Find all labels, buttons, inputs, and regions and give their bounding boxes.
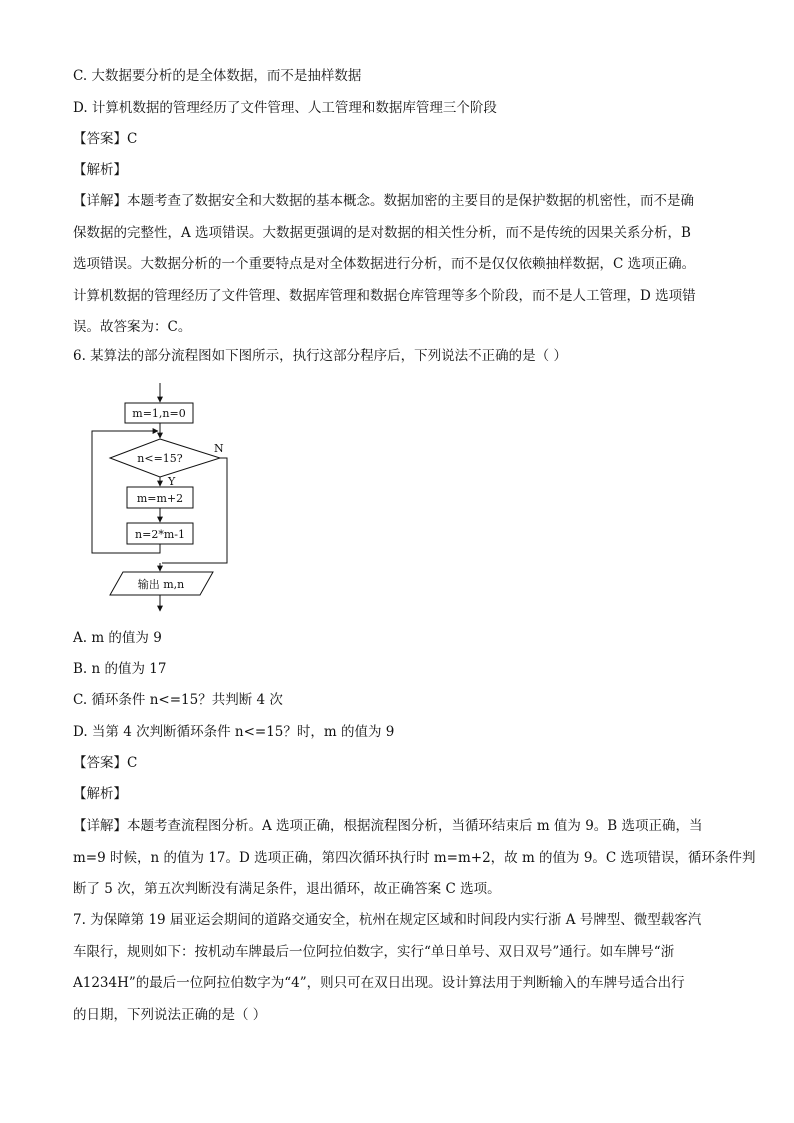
q5-detail-line: 【详解】本题考查了数据安全和大数据的基本概念。数据加密的主要目的是保护数据的机密性，而不是确 — [73, 193, 694, 209]
flow-condition-text: n<=15? — [137, 452, 183, 465]
flow-step2-text: n=2*m-1 — [135, 528, 185, 541]
q6-detail — [73, 811, 756, 906]
q7-line: A1234H”的最后一位阿拉伯数字为“4”，则只可在双日出现。设计算法用于判断输入的车牌号适合出行 — [73, 975, 685, 991]
q5-detail-line: 误。故答案为：C。 — [73, 319, 192, 335]
q7-line: 的日期，下列说法正确的是（ ） — [73, 1006, 267, 1023]
q7-line: 车限行，规则如下：按机动车牌最后一位阿拉伯数字，实行“单日单号、双日双号”通行。如车牌号“浙 — [73, 943, 675, 960]
flow-no-label: N — [214, 442, 224, 455]
q6-analysis-label: 【解析】 — [73, 786, 127, 802]
q5-option-d: D. 计算机数据的管理经历了文件管理、人工管理和数据库管理三个阶段 — [73, 100, 497, 116]
q5-detail-line: 计算机数据的管理经历了文件管理、数据库管理和数据仓库管理等多个阶段，而不是人工管理，D 选项错 — [73, 287, 696, 304]
q5-detail-line: 选项错误。大数据分析的一个重要特点是对全体数据进行分析，而不是仅仅依赖抽样数据，C 选项正确。 — [73, 256, 696, 272]
flow-yes-label: Y — [168, 475, 176, 488]
flow-output-text: 输出 m,n — [137, 578, 185, 591]
q6-detail-line: 断了 5 次，第五次判断没有满足条件，退出循环，故正确答案 C 选项。 — [73, 881, 501, 897]
q5-answer: 【答案】C — [73, 131, 138, 147]
q6-option-b: B. n 的值为 17 — [73, 661, 167, 677]
q5-detail — [73, 186, 723, 344]
q6-option-d: D. 当第 4 次判断循环条件 n<=15？时，m 的值为 9 — [73, 724, 395, 740]
q6-option-a: A. m 的值为 9 — [73, 630, 162, 646]
q6-detail-line: m=9 时候，n 的值为 17。D 选项正确，第四次循环执行时 m=m+2，故 m 的值为 9。C 选项错误，循环条件判 — [73, 849, 756, 866]
q6-detail-line: 【详解】本题考查流程图分析。A 选项正确，根据流程图分析，当循环结束后 m 值为 9。B 选项正确，当 — [73, 818, 703, 834]
q6-option-c: C. 循环条件 n<=15？共判断 4 次 — [73, 692, 283, 708]
q7-line: 7. 为保障第 19 届亚运会期间的道路交通安全，杭州在规定区域和时间段内实行浙 A 号牌型、微型载客汽 — [73, 912, 702, 928]
flowchart — [75, 383, 245, 615]
q6-question: 6. 某算法的部分流程图如下图所示，执行这部分程序后，下列说法不正确的是（ ） — [73, 348, 567, 364]
flow-step1-text: m=m+2 — [136, 492, 184, 505]
q5-option-c: C. 大数据要分析的是全体数据，而不是抽样数据 — [73, 68, 362, 84]
q6-answer: 【答案】C — [73, 755, 138, 771]
q5-detail-line: 保数据的完整性，A 选项错误。大数据更强调的是对数据的相关性分析，而不是传统的因果关系分析，B — [73, 224, 691, 241]
q7-question — [73, 905, 723, 1031]
q5-analysis-label: 【解析】 — [73, 162, 127, 178]
flow-init-text: m=1,n=0 — [132, 407, 186, 420]
